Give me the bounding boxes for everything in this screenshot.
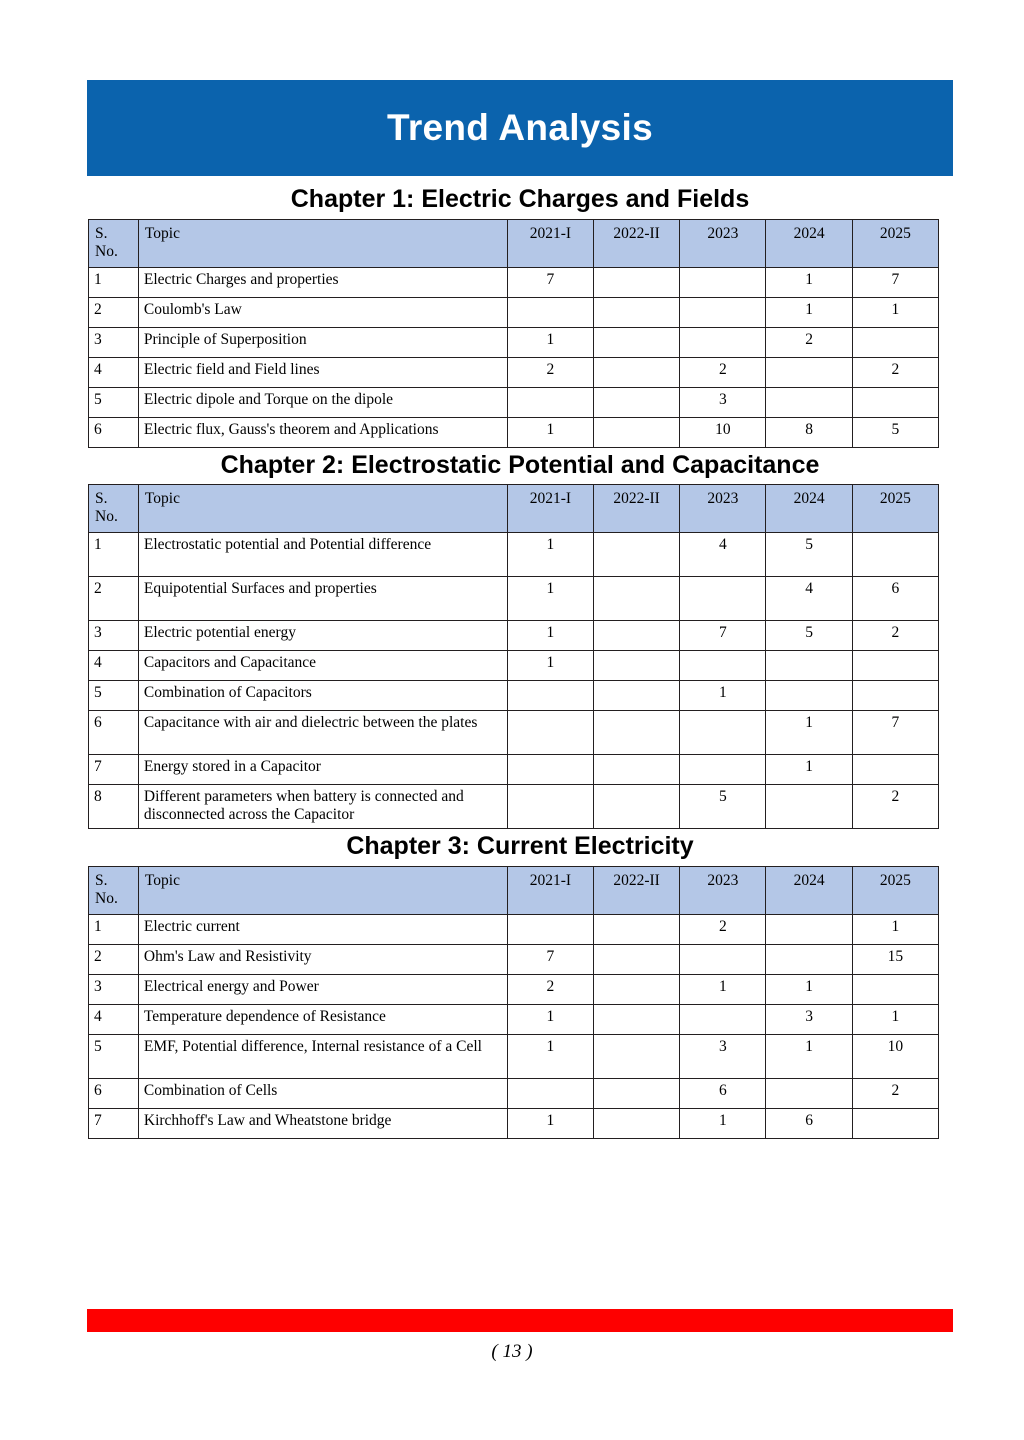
cell-2023 (680, 267, 766, 297)
cell-topic: Capacitors and Capacitance (138, 651, 507, 681)
cell-topic: EMF, Potential difference, Internal resistance of a Cell (138, 1034, 507, 1078)
cell-topic: Electric potential energy (138, 621, 507, 651)
cell-2021 (507, 681, 593, 711)
table-row (89, 357, 939, 387)
cell-2021: 1 (507, 533, 593, 577)
cell-2021: 1 (507, 1004, 593, 1034)
column-header-sno-line2: No. (95, 242, 118, 260)
cell-2025 (852, 755, 938, 785)
cell-sno: 3 (89, 621, 139, 651)
cell-2021 (507, 297, 593, 327)
cell-2025: 7 (852, 267, 938, 297)
cell-2023: 10 (680, 417, 766, 447)
cell-2025: 6 (852, 577, 938, 621)
column-header-topic: Topic (138, 485, 507, 533)
column-header-sno-line1: S. (95, 490, 108, 507)
cell-2021: 2 (507, 974, 593, 1004)
cell-2024 (766, 785, 852, 829)
table-header-row (89, 219, 939, 267)
cell-2023: 6 (680, 1078, 766, 1108)
cell-2024: 4 (766, 577, 852, 621)
table-body (89, 267, 939, 447)
table-head (89, 219, 939, 267)
cell-2021: 1 (507, 621, 593, 651)
table-row (89, 621, 939, 651)
cell-sno: 4 (89, 357, 139, 387)
table-row (89, 651, 939, 681)
column-header-2024: 2024 (766, 219, 852, 267)
cell-2023: 7 (680, 621, 766, 651)
cell-2025: 10 (852, 1034, 938, 1078)
cell-topic: Electric current (138, 914, 507, 944)
cell-sno: 5 (89, 1034, 139, 1078)
cell-2025 (852, 651, 938, 681)
banner-title: Trend Analysis (386, 107, 654, 148)
cell-sno: 1 (89, 267, 139, 297)
cell-2021: 7 (507, 267, 593, 297)
cell-2024: 1 (766, 297, 852, 327)
cell-2021 (507, 711, 593, 755)
cell-2024 (766, 944, 852, 974)
cell-topic: Principle of Superposition (138, 327, 507, 357)
cell-2025: 5 (852, 417, 938, 447)
cell-2025: 1 (852, 914, 938, 944)
table-head (89, 866, 939, 914)
cell-2024: 5 (766, 533, 852, 577)
cell-2023 (680, 944, 766, 974)
cell-2025 (852, 1108, 938, 1138)
cell-2025 (852, 327, 938, 357)
cell-2022 (593, 357, 679, 387)
cell-sno: 4 (89, 1004, 139, 1034)
table-header-row (89, 485, 939, 533)
cell-topic: Electric flux, Gauss's theorem and Applications (138, 417, 507, 447)
cell-2021 (507, 755, 593, 785)
cell-topic: Different parameters when battery is connected and disconnected across the Capacitor (138, 785, 507, 829)
chapter-title-3: Chapter 3: Current Electricity (346, 832, 694, 860)
cell-2025 (852, 974, 938, 1004)
cell-2022 (593, 681, 679, 711)
column-header-2021: 2021-I (507, 485, 593, 533)
cell-2022 (593, 651, 679, 681)
chapter-title-1: Chapter 1: Electric Charges and Fields (290, 185, 750, 213)
column-header-sno-line1: S. (95, 871, 108, 889)
cell-2024: 1 (766, 755, 852, 785)
column-header-2024: 2024 (766, 485, 852, 533)
page-number (0, 1341, 1024, 1363)
cell-2022 (593, 267, 679, 297)
cell-2021: 1 (507, 1034, 593, 1078)
cell-2025: 15 (852, 944, 938, 974)
cell-topic: Temperature dependence of Resistance (138, 1004, 507, 1034)
table-head (89, 485, 939, 533)
table-row (89, 327, 939, 357)
cell-sno: 3 (89, 327, 139, 357)
table-row (89, 417, 939, 447)
table-header-row (89, 866, 939, 914)
cell-2025: 1 (852, 297, 938, 327)
cell-2023: 3 (680, 387, 766, 417)
cell-2022 (593, 533, 679, 577)
cell-2022 (593, 417, 679, 447)
cell-2021 (507, 914, 593, 944)
footer-bar (87, 1309, 953, 1332)
cell-2025 (852, 681, 938, 711)
cell-2023 (680, 711, 766, 755)
column-header-2025: 2025 (852, 485, 938, 533)
cell-2023 (680, 327, 766, 357)
cell-2025: 2 (852, 357, 938, 387)
table-row (89, 1004, 939, 1034)
page-banner (87, 80, 953, 176)
cell-2022 (593, 621, 679, 651)
cell-topic: Electrical energy and Power (138, 974, 507, 1004)
cell-sno: 2 (89, 577, 139, 621)
cell-2025: 1 (852, 1004, 938, 1034)
cell-2023 (680, 755, 766, 785)
trend-table-chapter-2 (88, 484, 939, 829)
trend-table-chapter-1 (88, 219, 939, 448)
cell-2021 (507, 785, 593, 829)
document-content (87, 182, 953, 1139)
table-row (89, 297, 939, 327)
cell-sno: 7 (89, 1108, 139, 1138)
cell-2022 (593, 944, 679, 974)
table-row (89, 387, 939, 417)
cell-2022 (593, 974, 679, 1004)
cell-2024: 6 (766, 1108, 852, 1138)
page-number-text: ( 13 ) (491, 1341, 533, 1362)
cell-2024: 1 (766, 1034, 852, 1078)
cell-2023: 1 (680, 974, 766, 1004)
cell-sno: 6 (89, 1078, 139, 1108)
cell-2024 (766, 681, 852, 711)
table-body (89, 914, 939, 1138)
cell-2025: 2 (852, 785, 938, 829)
column-header-sno-line2: No. (95, 508, 118, 525)
column-header-2021: 2021-I (507, 866, 593, 914)
cell-topic: Equipotential Surfaces and properties (138, 577, 507, 621)
cell-2021: 7 (507, 944, 593, 974)
table-row (89, 974, 939, 1004)
column-header-sno (89, 219, 139, 267)
column-header-topic: Topic (138, 866, 507, 914)
cell-2022 (593, 1034, 679, 1078)
table-row (89, 785, 939, 829)
cell-2024: 1 (766, 974, 852, 1004)
cell-2021: 2 (507, 357, 593, 387)
cell-2022 (593, 1004, 679, 1034)
cell-2022 (593, 577, 679, 621)
cell-2023: 1 (680, 681, 766, 711)
cell-sno: 4 (89, 651, 139, 681)
cell-sno: 2 (89, 944, 139, 974)
chapter-title-2: Chapter 2: Electrostatic Potential and Capacitance (220, 450, 820, 479)
table-row (89, 711, 939, 755)
cell-2023 (680, 1004, 766, 1034)
cell-2024 (766, 357, 852, 387)
table-row (89, 755, 939, 785)
cell-2022 (593, 914, 679, 944)
cell-topic: Coulomb's Law (138, 297, 507, 327)
cell-2022 (593, 785, 679, 829)
column-header-2023: 2023 (680, 866, 766, 914)
cell-sno: 6 (89, 711, 139, 755)
table-row (89, 533, 939, 577)
cell-2023: 1 (680, 1108, 766, 1138)
cell-sno: 7 (89, 755, 139, 785)
cell-topic: Electric field and Field lines (138, 357, 507, 387)
cell-2024: 1 (766, 711, 852, 755)
cell-2022 (593, 297, 679, 327)
cell-topic: Capacitance with air and dielectric between the plates (138, 711, 507, 755)
table-row (89, 267, 939, 297)
column-header-topic: Topic (138, 219, 507, 267)
table-row (89, 577, 939, 621)
cell-2022 (593, 1078, 679, 1108)
cell-sno: 3 (89, 974, 139, 1004)
cell-2024: 1 (766, 267, 852, 297)
cell-2024: 8 (766, 417, 852, 447)
cell-topic: Combination of Cells (138, 1078, 507, 1108)
cell-2023: 5 (680, 785, 766, 829)
cell-2024 (766, 651, 852, 681)
column-header-sno (89, 485, 139, 533)
cell-sno: 6 (89, 417, 139, 447)
column-header-2022: 2022-II (593, 219, 679, 267)
cell-2021: 1 (507, 577, 593, 621)
cell-topic: Ohm's Law and Resistivity (138, 944, 507, 974)
cell-2024 (766, 1078, 852, 1108)
cell-sno: 2 (89, 297, 139, 327)
cell-2021: 1 (507, 417, 593, 447)
cell-2021: 1 (507, 1108, 593, 1138)
cell-2023: 2 (680, 914, 766, 944)
cell-2022 (593, 387, 679, 417)
cell-topic: Kirchhoff's Law and Wheatstone bridge (138, 1108, 507, 1138)
table-row (89, 681, 939, 711)
trend-table-chapter-3 (88, 866, 939, 1139)
cell-2025 (852, 533, 938, 577)
table-row (89, 914, 939, 944)
column-header-2025: 2025 (852, 219, 938, 267)
cell-2025: 2 (852, 1078, 938, 1108)
cell-sno: 5 (89, 387, 139, 417)
table-row (89, 1108, 939, 1138)
column-header-2022: 2022-II (593, 485, 679, 533)
cell-2022 (593, 327, 679, 357)
column-header-2021: 2021-I (507, 219, 593, 267)
cell-topic: Electric dipole and Torque on the dipole (138, 387, 507, 417)
column-header-sno-line2: No. (95, 889, 118, 907)
cell-2025: 7 (852, 711, 938, 755)
column-header-2023: 2023 (680, 485, 766, 533)
column-header-2022: 2022-II (593, 866, 679, 914)
cell-2021: 1 (507, 651, 593, 681)
table-body (89, 533, 939, 829)
cell-topic: Electrostatic potential and Potential difference (138, 533, 507, 577)
cell-sno: 5 (89, 681, 139, 711)
cell-2024 (766, 914, 852, 944)
cell-2023: 4 (680, 533, 766, 577)
cell-2022 (593, 711, 679, 755)
cell-topic: Electric Charges and properties (138, 267, 507, 297)
cell-2023 (680, 577, 766, 621)
cell-sno: 1 (89, 533, 139, 577)
cell-2021 (507, 1078, 593, 1108)
column-header-2023: 2023 (680, 219, 766, 267)
cell-2021: 1 (507, 327, 593, 357)
cell-2024: 5 (766, 621, 852, 651)
table-row (89, 1078, 939, 1108)
cell-2022 (593, 1108, 679, 1138)
cell-2025 (852, 387, 938, 417)
column-header-2024: 2024 (766, 866, 852, 914)
table-row (89, 944, 939, 974)
cell-2023: 3 (680, 1034, 766, 1078)
cell-2024: 2 (766, 327, 852, 357)
cell-2023: 2 (680, 357, 766, 387)
column-header-sno (89, 866, 139, 914)
table-row (89, 1034, 939, 1078)
cell-2024: 3 (766, 1004, 852, 1034)
cell-topic: Combination of Capacitors (138, 681, 507, 711)
cell-sno: 8 (89, 785, 139, 829)
cell-topic: Energy stored in a Capacitor (138, 755, 507, 785)
column-header-2025: 2025 (852, 866, 938, 914)
cell-2023 (680, 651, 766, 681)
cell-2023 (680, 297, 766, 327)
cell-2024 (766, 387, 852, 417)
cell-2022 (593, 755, 679, 785)
cell-2025: 2 (852, 621, 938, 651)
cell-sno: 1 (89, 914, 139, 944)
cell-2021 (507, 387, 593, 417)
column-header-sno-line1: S. (95, 224, 108, 242)
